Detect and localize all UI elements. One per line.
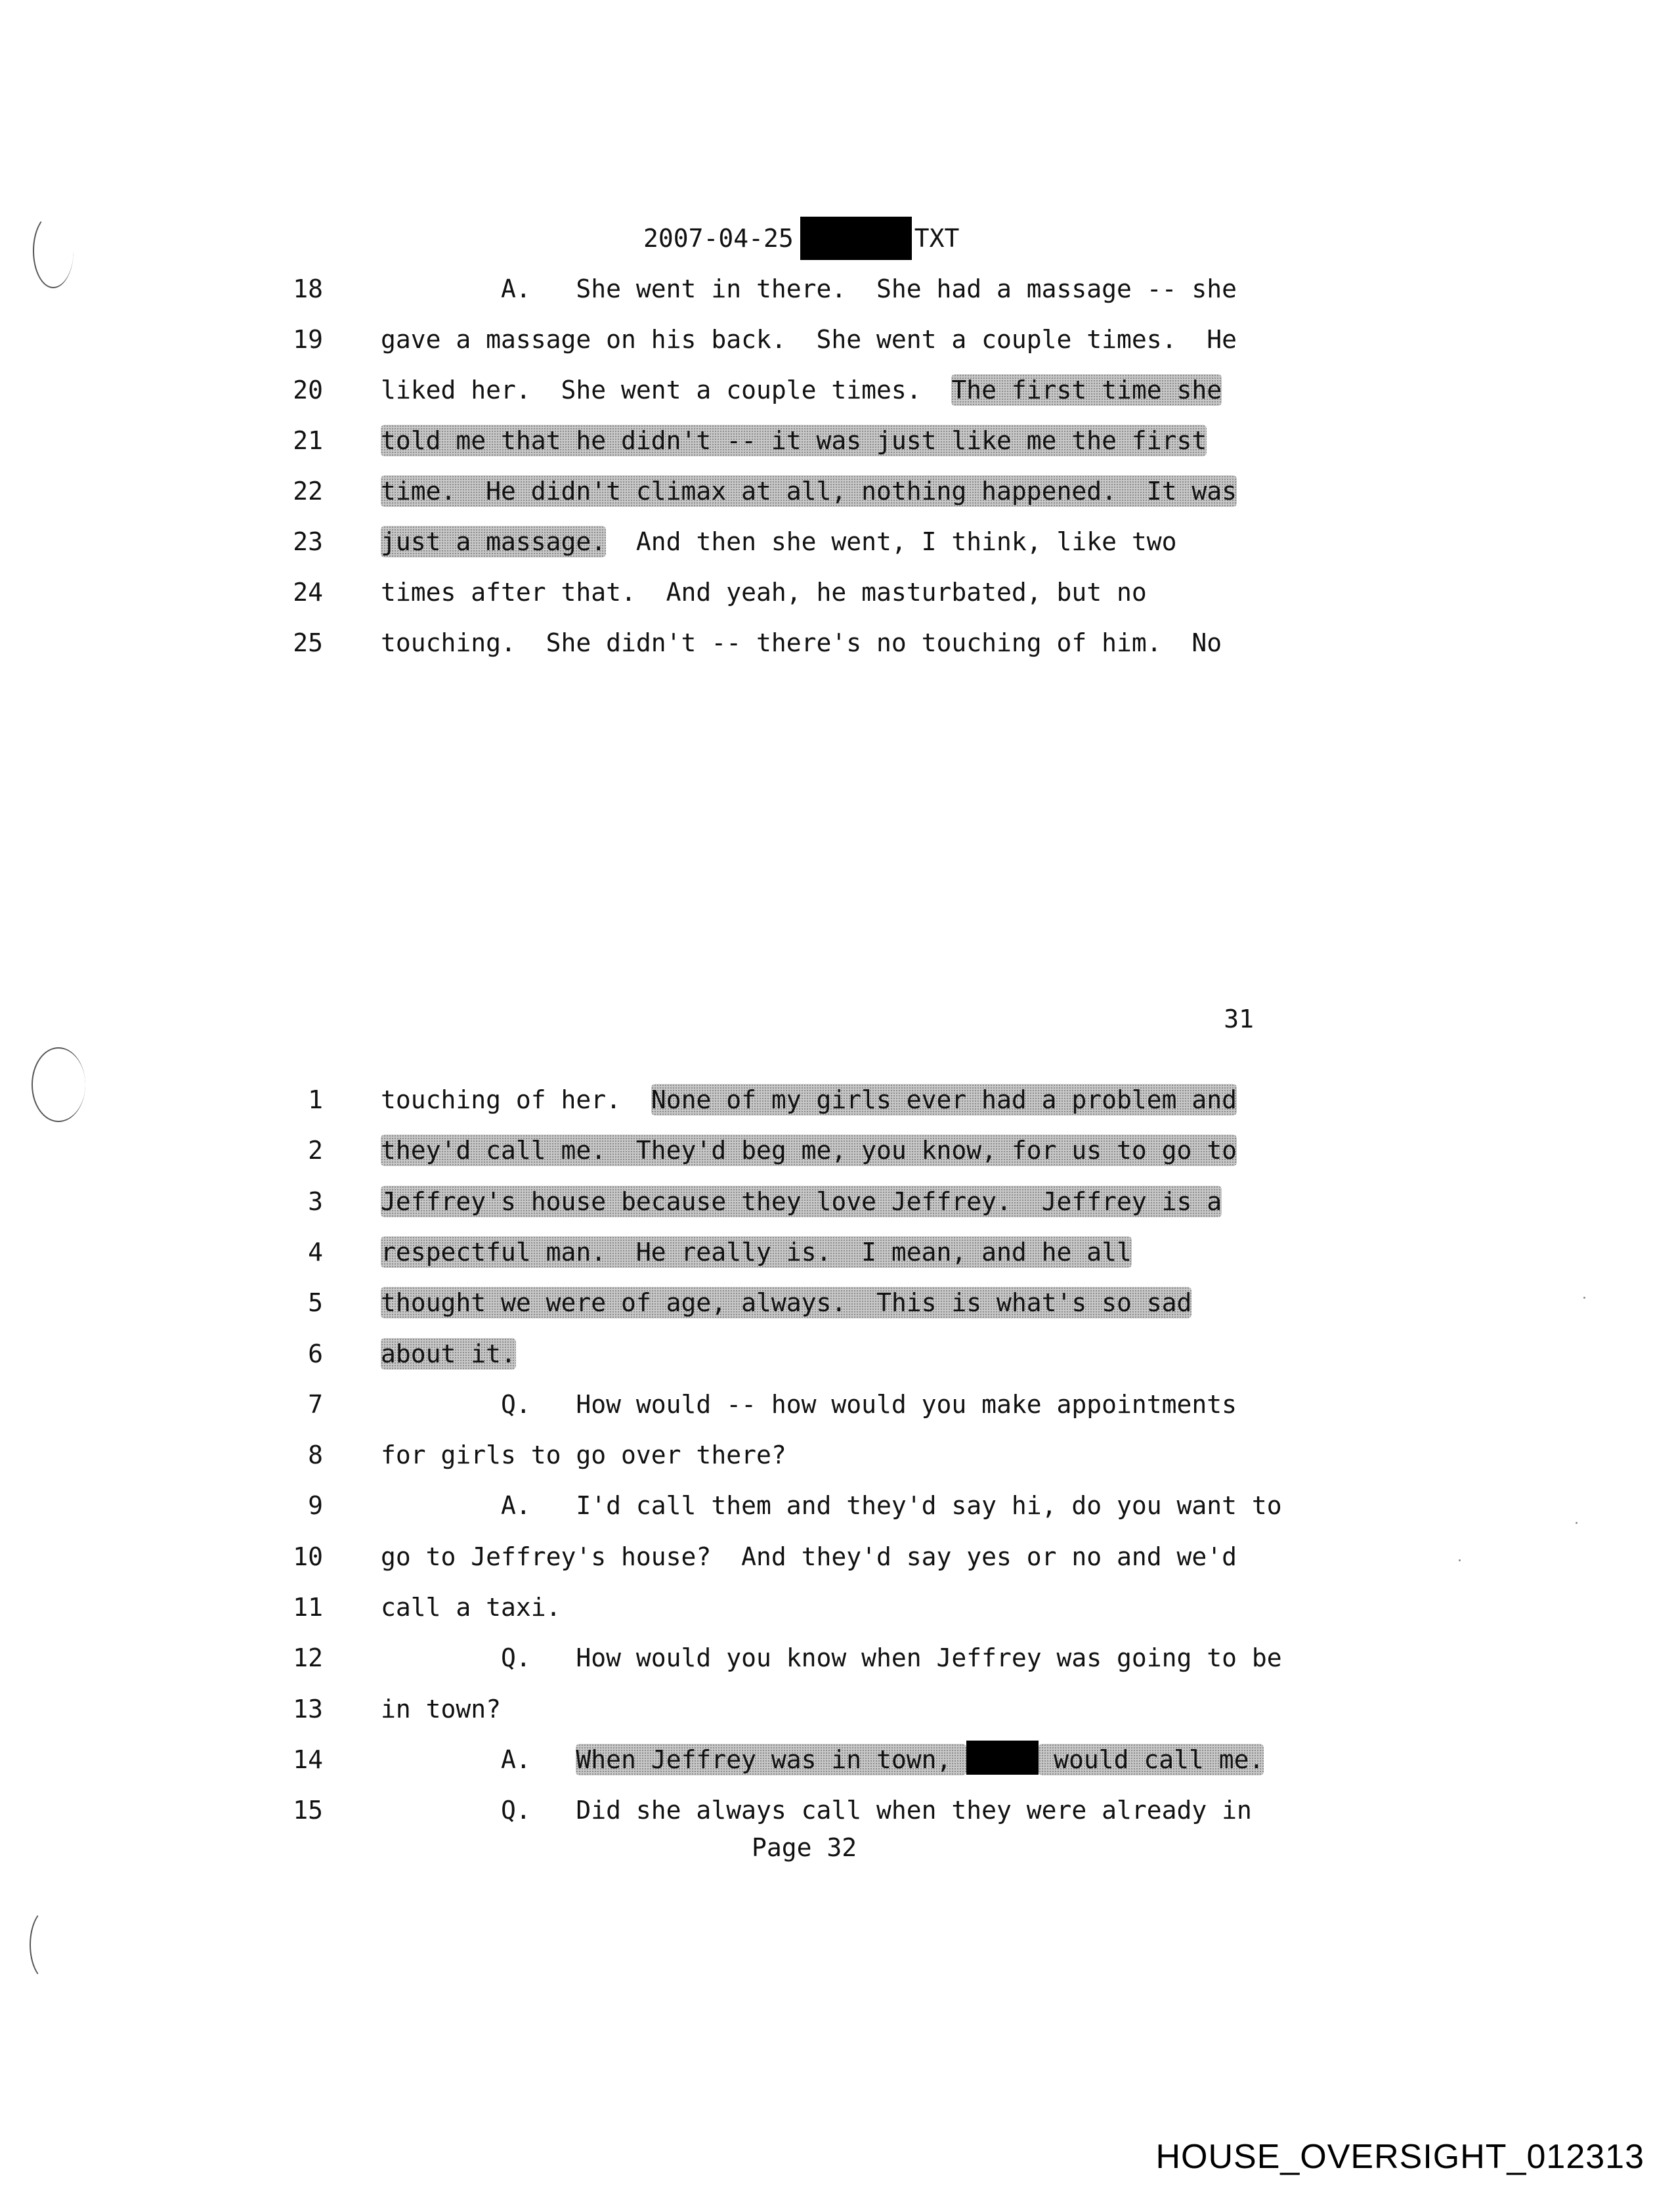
- highlighted-text: just a massage.: [381, 527, 607, 556]
- punch-hole-mark: [32, 1047, 85, 1122]
- transcript-header: [643, 217, 959, 260]
- punch-hole-mark: [30, 1907, 70, 1982]
- line-text: [381, 421, 1207, 460]
- text-segment: touching of her.: [381, 1085, 651, 1114]
- text-segment: And then she went, I think, like two: [606, 527, 1177, 556]
- highlighted-text: would call me.: [1039, 1745, 1264, 1774]
- line-number: 6: [308, 1339, 323, 1368]
- highlighted-text: told me that he didn't -- it was just like me the first: [381, 426, 1207, 455]
- line-number: 12: [293, 1643, 323, 1673]
- line-number: 5: [308, 1288, 323, 1318]
- line-number: 18: [293, 274, 323, 303]
- text-segment: Q. Did she always call when they were already in: [381, 1796, 1252, 1825]
- text-segment: call a taxi.: [381, 1593, 561, 1622]
- line-number: 15: [293, 1796, 323, 1825]
- redaction-box: [800, 217, 912, 260]
- punch-hole-mark: [33, 213, 74, 288]
- line-number: 11: [293, 1593, 323, 1622]
- line-text: [381, 1486, 1282, 1525]
- highlighted-text: respectful man. He really is. I mean, and he all: [381, 1237, 1132, 1267]
- header-date-code: 2007-04-25: [643, 224, 794, 253]
- scan-speck: [1459, 1559, 1461, 1561]
- highlighted-text: time. He didn't climax at all, nothing happened. It was: [381, 477, 1237, 506]
- page-number-top: 31: [1224, 1005, 1254, 1033]
- line-number: 24: [293, 578, 323, 607]
- line-number: 14: [293, 1745, 323, 1774]
- line-number: 13: [293, 1694, 323, 1724]
- highlighted-text: about it.: [381, 1339, 516, 1368]
- highlighted-text: thought we were of age, always. This is what's so sad: [381, 1288, 1192, 1318]
- scan-speck: [1576, 1522, 1577, 1524]
- line-number: 9: [308, 1491, 323, 1521]
- line-text: [381, 1790, 1252, 1830]
- text-segment: liked her. She went a couple times.: [381, 376, 952, 404]
- line-number: 2: [308, 1136, 323, 1165]
- text-segment: for girls to go over there?: [381, 1441, 786, 1470]
- highlighted-text: they'd call me. They'd beg me, you know, for us to go to: [381, 1136, 1237, 1165]
- line-text: [381, 1283, 1191, 1322]
- bates-number: HOUSE_OVERSIGHT_012313: [1155, 2138, 1644, 2176]
- line-text: [381, 1638, 1282, 1678]
- line-text: [381, 1182, 1222, 1221]
- line-number: 1: [308, 1085, 323, 1114]
- line-number: 8: [308, 1441, 323, 1470]
- line-text: [381, 320, 1237, 359]
- line-text: [381, 471, 1237, 511]
- redaction-box: [966, 1741, 1039, 1775]
- line-text: [381, 1588, 561, 1627]
- line-text: [381, 1537, 1237, 1576]
- text-segment: A.: [381, 1745, 576, 1774]
- line-text: [381, 1740, 1264, 1779]
- text-segment: gave a massage on his back. She went a couple times. He: [381, 325, 1237, 354]
- highlighted-text: When Jeffrey was in town,: [576, 1745, 967, 1774]
- line-number: 7: [308, 1389, 323, 1419]
- text-segment: A. I'd call them and they'd say hi, do you want to: [381, 1491, 1282, 1521]
- highlighted-text: None of my girls ever had a problem and: [651, 1085, 1237, 1114]
- highlighted-text: Jeffrey's house because they love Jeffrey. Jeffrey is a: [381, 1186, 1222, 1216]
- line-text: [381, 623, 1222, 662]
- text-segment: touching. She didn't -- there's no touching of him. No: [381, 628, 1222, 657]
- line-number: 25: [293, 628, 323, 657]
- line-text: [381, 1334, 516, 1374]
- line-text: [381, 1689, 501, 1729]
- text-segment: times after that. And yeah, he masturbated, but no: [381, 578, 1147, 607]
- line-number: 10: [293, 1542, 323, 1571]
- line-text: [381, 573, 1147, 612]
- header-suffix: TXT: [914, 224, 960, 253]
- text-segment: Q. How would you know when Jeffrey was going to be: [381, 1643, 1282, 1673]
- page-label: Page 32: [752, 1833, 857, 1862]
- text-segment: in town?: [381, 1694, 502, 1724]
- text-segment: A. She went in there. She had a massage -- she: [381, 274, 1237, 303]
- line-number: 19: [293, 325, 323, 354]
- line-text: [381, 1232, 1132, 1272]
- line-text: [381, 1080, 1237, 1119]
- highlighted-text: The first time she: [951, 376, 1222, 404]
- line-text: [381, 1435, 786, 1475]
- line-text: [381, 1131, 1237, 1170]
- line-number: 20: [293, 376, 323, 404]
- line-number: 23: [293, 527, 323, 556]
- line-number: 21: [293, 426, 323, 455]
- line-number: 22: [293, 477, 323, 506]
- line-text: [381, 1385, 1237, 1424]
- text-segment: go to Jeffrey's house? And they'd say yes or no and we'd: [381, 1542, 1237, 1571]
- line-text: [381, 370, 1222, 410]
- line-number: 4: [308, 1237, 323, 1267]
- line-text: [381, 269, 1237, 309]
- line-text: [381, 522, 1177, 561]
- scan-speck: [1583, 1297, 1585, 1299]
- line-number: 3: [308, 1186, 323, 1216]
- text-segment: Q. How would -- how would you make appointments: [381, 1389, 1237, 1419]
